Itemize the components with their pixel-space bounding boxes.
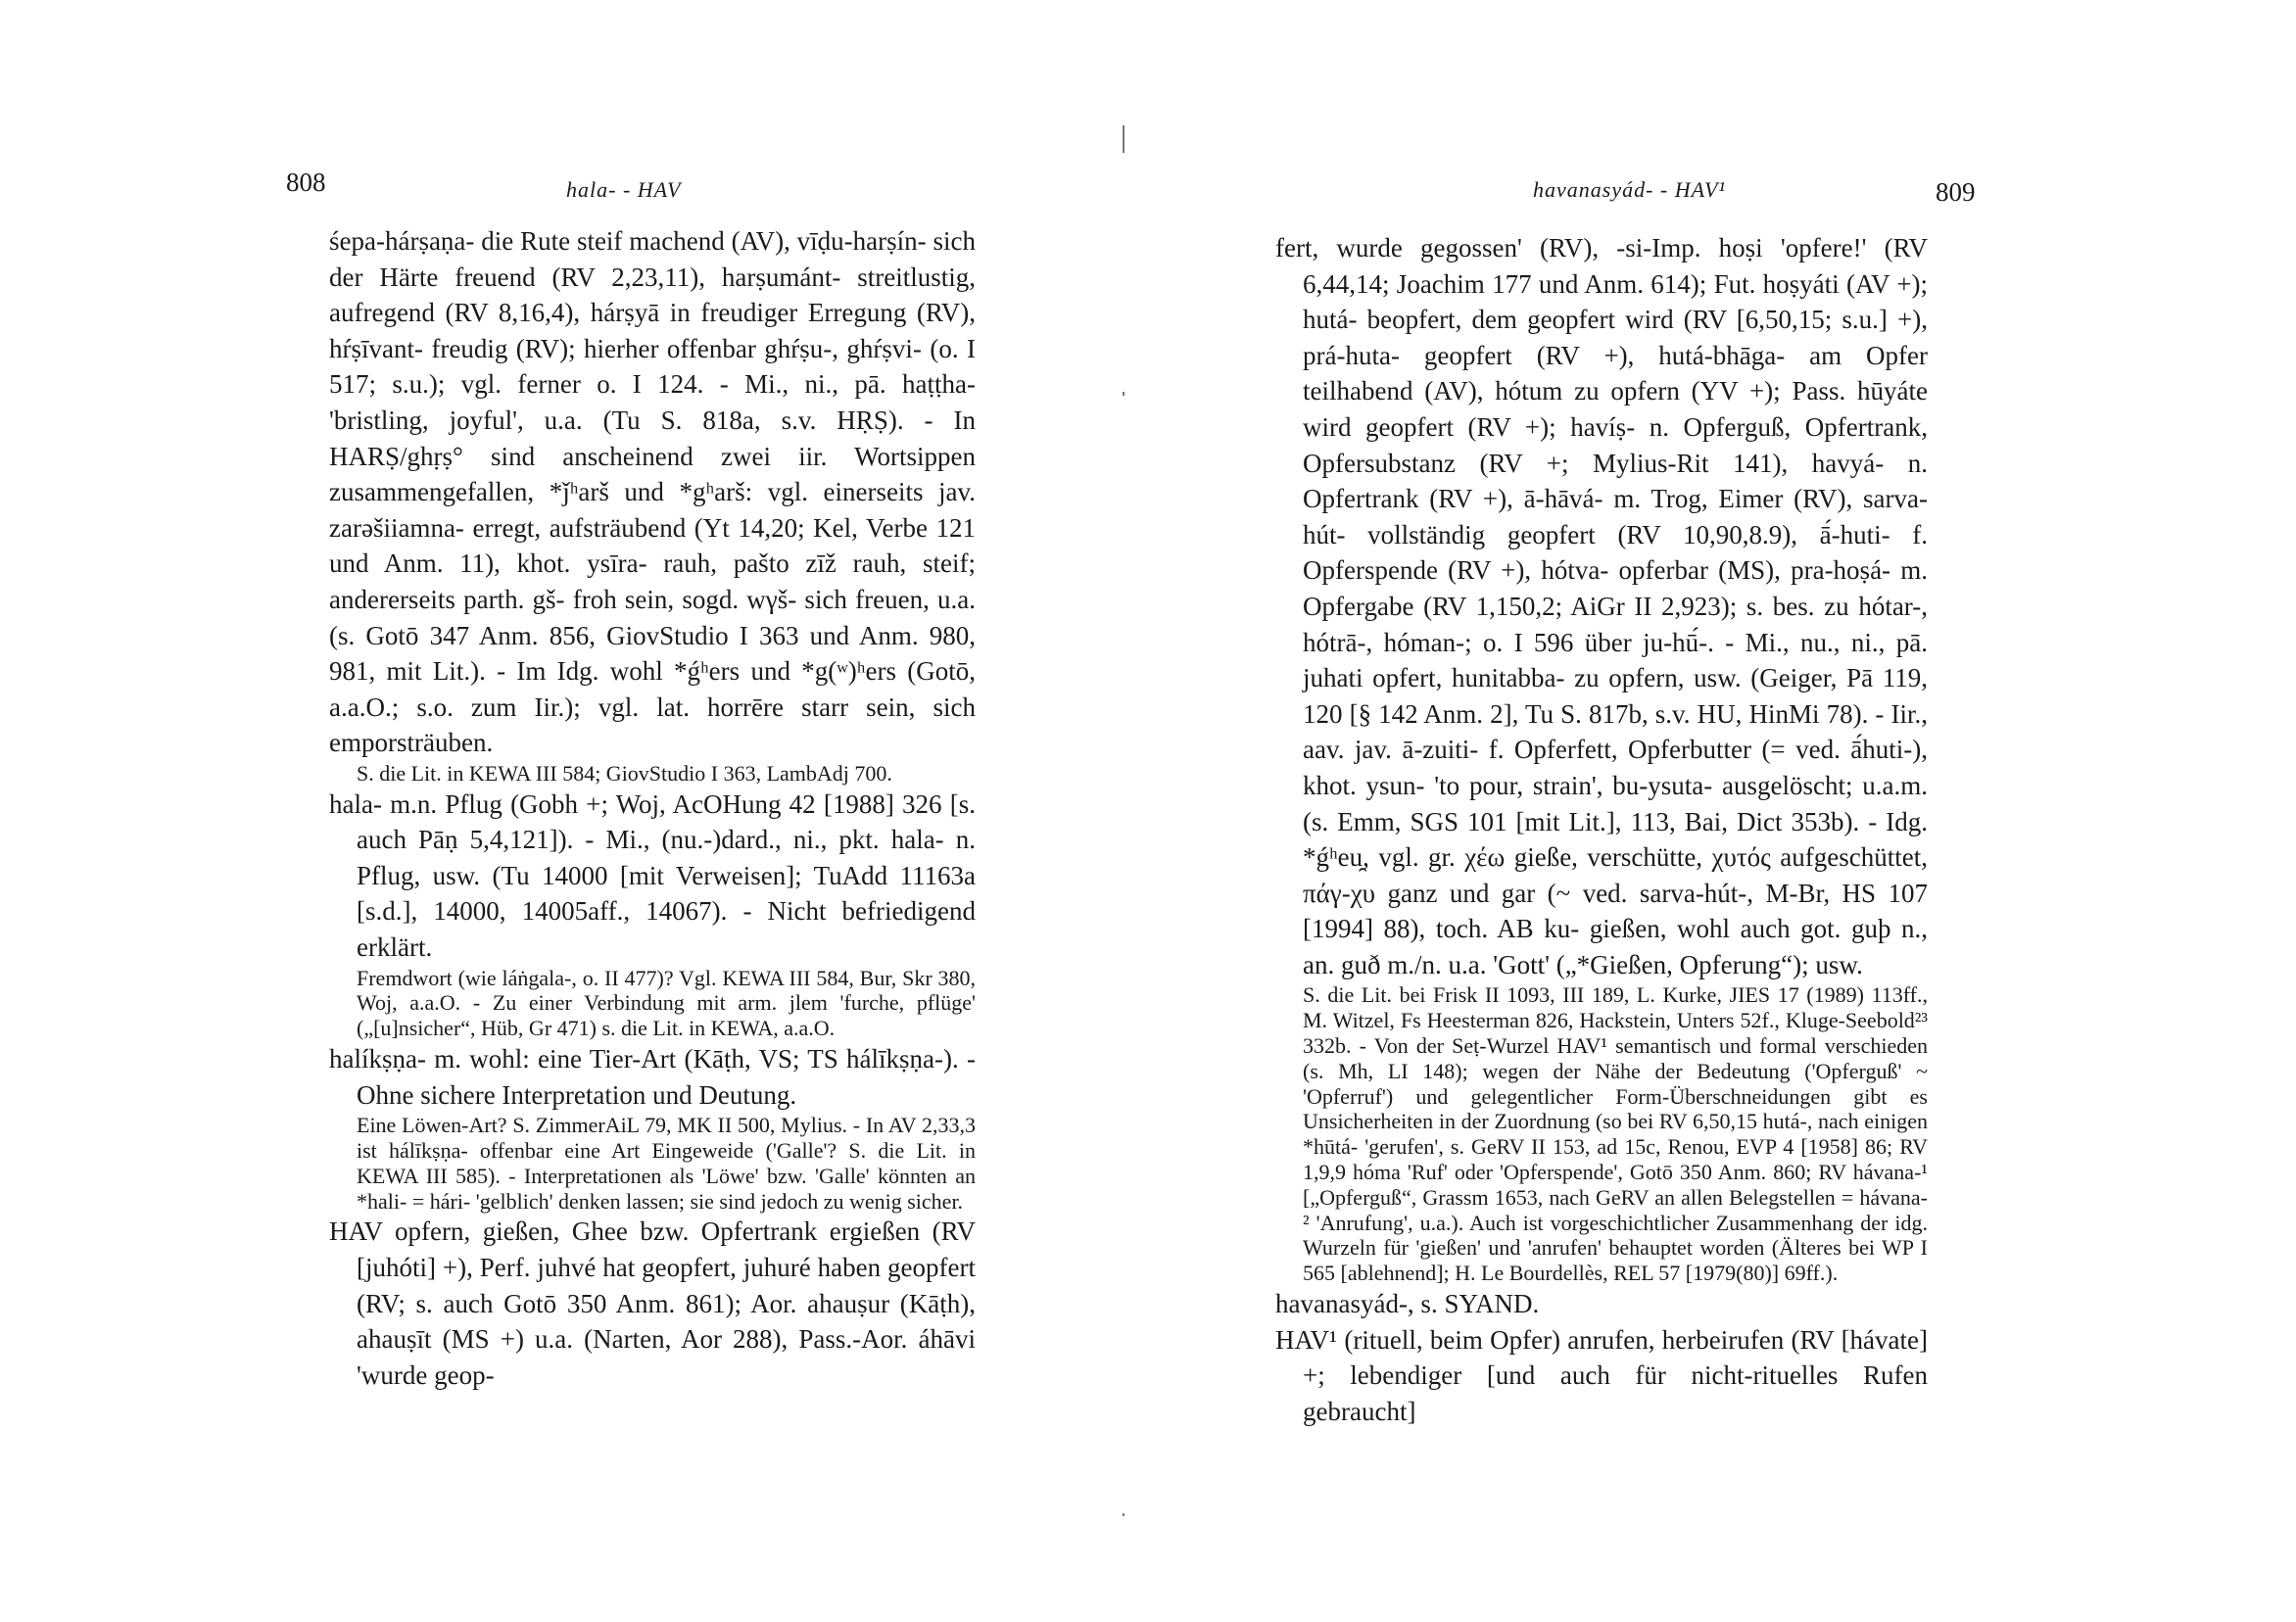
entry-hav: HAV opfern, gießen, Ghee bzw. Opfertrank ergießen (RV [juhóti] +), Perf. juhvé hat geopfert, juhuré haben geopfert (RV; s. auch Gotō 350 Anm. 861); Aor. ahauṣur (Kāṭh), ahauṣīt (MS +) u.a. (Narten, Aor 288), Pass.-Aor. áhāvi 'wurde geop- xyxy=(329,1216,976,1390)
gutter-mark xyxy=(1123,1513,1124,1516)
entry-hav-continuation: fert, wurde gegossen' (RV), -si-Imp. hoṣi 'opfere!' (RV 6,44,14; Joachim 177 und Anm. 614); Fut. hoṣyáti (AV +); hutá- beopfert, dem geopfert wird (RV [6,50,15; s.u.] +), prá-huta- geopfert (RV +), hutá-bhāga- am Opfer teilhabend (AV), hótum zu opfern (YV +); Pass. hūyáte wird geopfert (RV +); havíṣ- n. Opferguß, Opfertrank, Opfersubstanz (RV +; Mylius-Rit 141), havyá- n. Opfertrank (RV +), ā-hāvá- m. Trog, Eimer (RV), sarva-hút- vollständig geopfert (RV 10,90,8.9), ā́-huti- f. Opferspende (RV +), hótva- opferbar (MS), pra-hoṣá- m. Opfergabe (RV 1,150,2; AiGr II 2,923); s. bes. zu hótar-, hótrā-, hóman-; o. I 596 über ju-hū́-. - Mi., nu., ni., pā. juhati opfert, hunitabba- zu opfern, usw. (Geiger, Pā 119, 120 [§ 142 Anm. 2], Tu S. 817b, s.v. HU, HinMi 78). - Iir., aav. jav. ā-zuiti- f. Opferfett, Opferbutter (= ved. ā́huti-), khot. ysun- 'to pour, strain', bu-ysuta- ausgelöscht; u.a.m. (s. Emm, SGS 101 [mit Lit.], 113, Bai, Dict 353b). - Idg. *ǵʰeu̯, vgl. gr. χέω gieße, verschütte, χυτός aufgeschüttet, πάγ-χυ ganz und gar (~ ved. sarva-hút-, M-Br, HS 107 [1994] 88), toch. AB ku- gießen, wohl auch got. guþ n., an. guð m./n. u.a. 'Gott' („*Gießen, Opferung“); usw. xyxy=(1275,233,1928,979)
literature-note: S. die Lit. bei Frisk II 1093, III 189, L. Kurke, JIES 17 (1989) 113ff., M. Witzel, Fs Heesterman 826, Hackstein, Unters 52f., Kluge-Seebold²³ 332b. - Von der Seṭ-Wurzel HAV¹ semantisch und formal verschieden (s. Mh, LI 148); wegen der Nähe der Bedeutung ('Opferguß' ~ 'Opferruf') und gelegentlicher Form-Überschneidungen gibt es Unsicherheiten in der Zuordnung (so bei RV 6,50,15 hutá-, nach einigen *hūtá- 'gerufen', s. GeRV II 153, ad 15c, Renou, EVP 4 [1958] 86; RV 1,9,9 hóma 'Ruf' oder 'Opferspende', Gotō 350 Anm. 860; RV hávana-¹ [„Opferguß“, Grassm 1653, nach GeRV an allen Belegstellen = hávana-² 'Anrufung', u.a.). Auch ist vorgeschichtlicher Zusammenhang der idg. Wurzeln für 'gießen' und 'anrufen' behauptet worden (Älteres bei WP I 565 [ablehnend]; H. Le Bourdellès, REL 57 [1979(80)] 69ff.). xyxy=(1303,982,1928,1286)
right-text-column xyxy=(1275,230,1928,1429)
gutter-mark xyxy=(1123,125,1124,153)
entry-hav1: HAV¹ (rituell, beim Opfer) anrufen, herbeirufen (RV [hávate] +; lebendiger [und auch für nicht-rituelles Rufen gebraucht] xyxy=(1275,1324,1928,1426)
literature-note: S. die Lit. in KEWA III 584; GiovStudio I 363, LambAdj 700. xyxy=(357,760,892,786)
entry-continuation: śepa-hárṣaṇa- die Rute steif machend (AV), vīḍu-harṣín- sich der Härte freuend (RV 2,23,11), harṣumánt- streitlustig, aufregend (RV 8,16,4), hárṣyā in freudiger Erregung (RV), hŕṣīvant- freudig (RV); hierher offenbar ghŕṣu-, ghŕṣvi- (o. I 517; s.u.); vgl. ferner o. I 124. - Mi., ni., pā. haṭṭha- 'bristling, joyful', u.a. (Tu S. 818a, s.v. HṚṢ). - In HARṢ/ghṛṣ° sind anscheinend zwei iir. Wortsippen zusammengefallen, *ǰʰarš und *gʰarš: vgl. einerseits jav. zarəšiiamna- erregt, aufsträubend (Yt 14,20; Kel, Verbe 121 und Anm. 11), khot. ysīra- rauh, pašto zīž rauh, steif; andererseits parth. gš- froh sein, sogd. wγš- sich freuen, u.a. (s. Gotō 347 Anm. 856, GiovStudio I 363 und Anm. 980, 981, mit Lit.). - Im Idg. wohl *ǵʰers und *g(ʷ)ʰers (Gotō, a.a.O.; s.o. zum Iir.); vgl. lat. horrēre starr sein, sich emporsträuben. xyxy=(329,226,976,758)
entry-haliksna: halíkṣṇa- m. wohl: eine Tier-Art (Kāṭh, VS; TS hálīkṣṇa-). - Ohne sichere Interpretation und Deutung. xyxy=(329,1044,976,1110)
entry-hala: hala- m.n. Pflug (Gobh +; Woj, AcOHung 42 [1988] 326 [s. auch Pāṇ 5,4,121]). - Mi., (nu.-)dard., ni., pkt. hala- n. Pflug, usw. (Tu 14000 [mit Verweisen]; TuAdd 11163a [s.d.], 14000, 14005aff., 14067). - Nicht befriedigend erklärt. xyxy=(329,788,976,963)
note-haliksna: Eine Löwen-Art? S. ZimmerAiL 79, MK II 500, Mylius. - In AV 2,33,3 ist hálīkṣṇa- offenbar eine Art Eingeweide ('Galle'? S. die Lit. in KEWA III 585). - Interpretationen als 'Löwe' bzw. 'Galle' könnten an *hali- = hári- 'gelblich' denken lassen; sie sind jedoch zu wenig sicher. xyxy=(357,1113,976,1214)
left-page xyxy=(0,0,1136,1622)
left-page-number: 808 xyxy=(286,167,326,197)
note-hala: Fremdwort (wie láṅgala-, o. II 477)? Vgl. KEWA III 584, Bur, Skr 380, Woj, a.a.O. - Zu einer Verbindung mit arm. jlem 'furche, pflüge' („[u]nsicher“, Hüb, Gr 471) s. die Lit. in KEWA, a.a.O. xyxy=(357,965,976,1041)
gutter-mark xyxy=(1123,392,1124,396)
entry-havanasyad: havanasyád-, s. SYAND. xyxy=(1275,1289,1540,1319)
right-page-number: 809 xyxy=(1936,177,1976,207)
left-text-column xyxy=(329,223,976,1393)
right-page xyxy=(1148,0,2296,1622)
left-running-head: hala- - HAV xyxy=(566,177,682,202)
right-running-head: havanasyád- - HAV¹ xyxy=(1533,177,1727,202)
